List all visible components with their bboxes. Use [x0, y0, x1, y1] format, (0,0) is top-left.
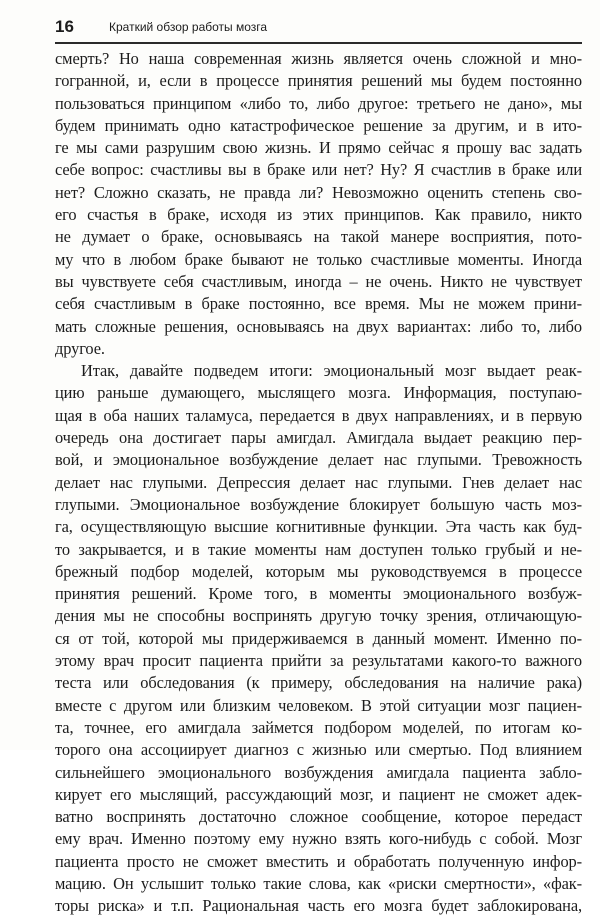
text-line: себя счастливым в браке постоянно, все время. Мы не можем прини-: [55, 294, 582, 314]
text-line: му что в любом браке бывают не только счастливые моменты. Иногда: [55, 249, 582, 269]
text-line: нет? Сложно сказать, не правда ли? Невозможно оценить степень сво-: [55, 182, 582, 202]
text-line: гогранной, и, если в процессе принятия решений мы будем постоянно: [55, 71, 582, 91]
page-header: [55, 16, 582, 38]
header-rule: [55, 42, 582, 44]
text-line: мацию. Он услышит только такие слова, как «риски смертности», «фак-: [55, 873, 582, 893]
running-title: Краткий обзор работы мозга: [109, 20, 268, 34]
text-line: этому врач просит пациента прийти за результатами какого-то важного: [55, 651, 582, 671]
text-line: делает нас глупыми. Депрессия делает нас глупыми. Гнев делает нас: [55, 472, 582, 492]
text-line: ся от той, которой мы придерживаемся в данный момент. Именно по-: [55, 628, 582, 648]
text-line: не думает о браке, основываясь на такой манере восприятия, пото-: [55, 227, 582, 247]
page-number: 16: [55, 17, 74, 36]
text-line: другое.: [55, 338, 105, 358]
text-line: дения мы не способны воспринять другую точку зрения, отличающую-: [55, 606, 582, 626]
text-line: принятия решений. Кроме того, в моменты эмоционального возбуж-: [55, 584, 582, 604]
text-line: ге мы сами разрушим свою жизнь. И прямо сейчас я прошу вас задать: [55, 138, 582, 158]
text-line: очередь она достигает пары амигдал. Амигдала выдает реакцию пер-: [55, 428, 582, 448]
paragraph: [55, 360, 582, 917]
text-line: пользоваться принципом «либо то, либо другое: третьего не дано», мы: [55, 93, 582, 113]
text-line: смерть? Но наша современная жизнь является очень сложной и мно-: [55, 49, 582, 68]
text-line: ватно воспринять достаточно сложное сообщение, которое передаст: [55, 807, 582, 827]
text-line: торого она ассоциирует диагноз с жизнью или смертью. Под влиянием: [55, 740, 582, 760]
text-line: сильнейшего эмоционального возбуждения амигдала пациента забло-: [55, 762, 582, 782]
text-line: торы риска» и т.п. Рациональная часть его мозга будет заблокирована,: [55, 896, 582, 916]
text-line: будем принимать одно катастрофическое решение за другим, и в ито-: [55, 115, 582, 135]
text-line: вместе с другом или близким человеком. В этой ситуации мозг пациен-: [55, 695, 582, 715]
paragraph: [55, 48, 582, 360]
text-line: Итак, давайте подведем итоги: эмоциональный мозг выдает реак-: [81, 361, 582, 381]
body-text: [55, 48, 582, 918]
text-line: га, осуществляющую высшие когнитивные функции. Эта часть как буд-: [55, 517, 582, 537]
text-line: ему врач. Именно поэтому ему нужно взять кого-нибудь с собой. Мозг: [55, 829, 582, 849]
text-line: пациента просто не сможет вместить и обработать полученную инфор-: [55, 851, 582, 871]
text-line: его счастья в браке, исходя из этих принципов. Как правило, никто: [55, 205, 582, 225]
text-line: брежный подбор моделей, которым мы руководствуемся в процессе: [55, 561, 582, 581]
text-line: вы чувствуете себя счастливым, иногда – не очень. Никто не чувствует: [55, 271, 582, 291]
text-line: мать сложные решения, основываясь на двух вариантах: либо то, либо: [55, 316, 582, 336]
text-line: цию раньше думающего, мыслящего мозга. Информация, поступаю-: [55, 383, 582, 403]
text-line: вой, и эмоциональное возбуждение делает нас глупыми. Тревожность: [55, 450, 582, 470]
text-line: щая в оба наших таламуса, передается в двух направлениях, и в первую: [55, 405, 582, 425]
text-line: теста или обследования (к примеру, обследования на наличие рака): [55, 673, 582, 693]
text-line: та, точнее, его амигдала займется подбором моделей, по итогам ко-: [55, 717, 582, 737]
text-line: глупыми. Эмоциональное возбуждение блокирует большую часть моз-: [55, 494, 582, 514]
text-line: то закрывается, и в такие моменты нам доступен только грубый и не-: [55, 539, 582, 559]
text-line: себе вопрос: счастливы вы в браке или нет? Ну? Я счастлив в браке или: [55, 160, 582, 180]
text-line: кирует его мыслящий, рассуждающий мозг, и пациент не сможет адек-: [55, 784, 582, 804]
